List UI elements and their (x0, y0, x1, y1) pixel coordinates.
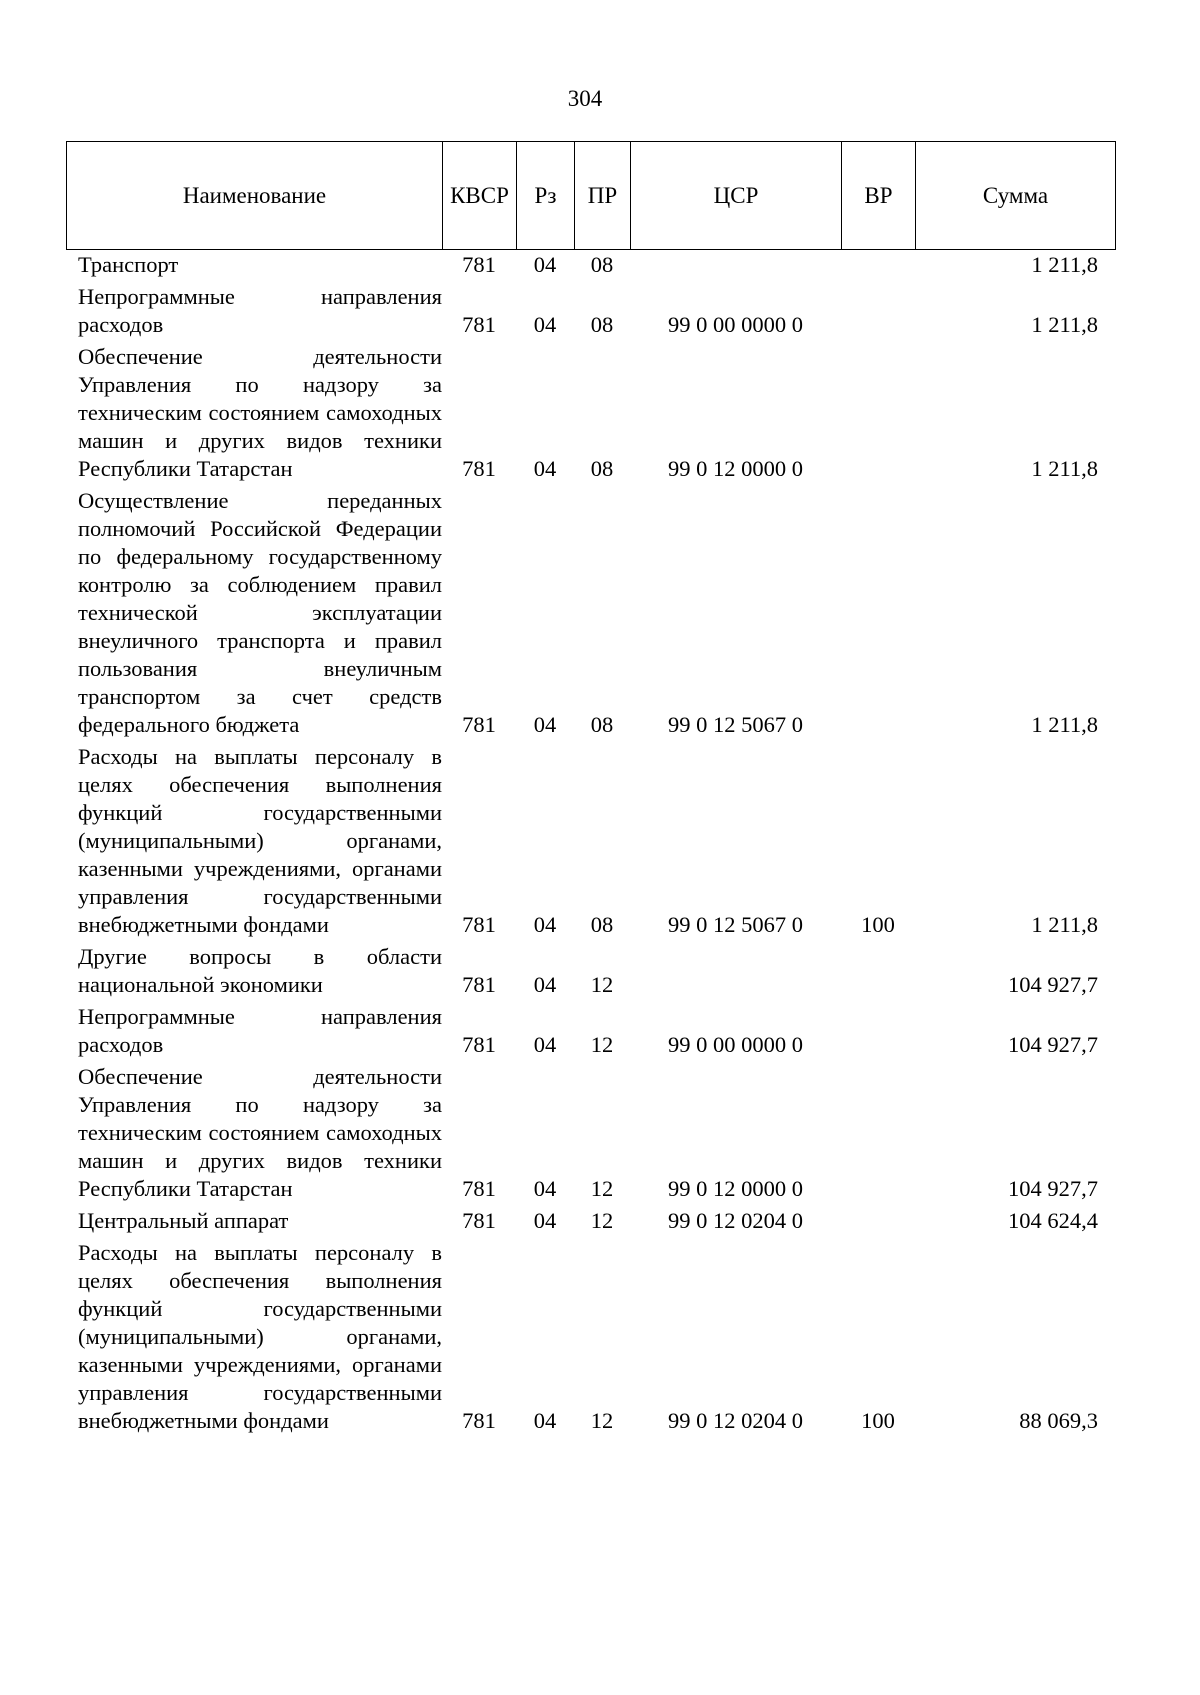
header-pr: ПР (575, 142, 631, 250)
row-csr: 99 0 12 0000 0 (668, 1176, 803, 1201)
row-csr: 99 0 12 0204 0 (668, 1208, 803, 1233)
row-pr: 12 (590, 972, 614, 997)
header-rz: Рз (517, 142, 575, 250)
header-sum: Сумма (916, 142, 1116, 250)
row-kvsr: 781 (462, 1408, 496, 1433)
row-csr: 99 0 12 5067 0 (668, 712, 803, 737)
row-name: Осуществление переданных полномочий Российской Федерации по федеральному государственному контролю за соблюдением правил технической эксплуатации внеуличного транспорта и правил пользования внеуличным транспортом за счет средств федерального бюджета (78, 488, 442, 737)
row-vr: 100 (861, 912, 895, 937)
row-csr: 99 0 00 0000 0 (668, 312, 803, 337)
row-name: Непрограммные направления расходов (78, 1004, 442, 1057)
row-name: Центральный аппарат (78, 1208, 289, 1233)
row-kvsr: 781 (462, 1176, 496, 1201)
row-name: Транспорт (78, 252, 179, 277)
row-rz: 04 (533, 972, 557, 997)
row-sum: 1 211,8 (1031, 252, 1098, 277)
row-kvsr: 781 (462, 1208, 496, 1233)
row-vr: 100 (861, 1408, 895, 1433)
row-pr: 08 (590, 456, 614, 481)
table-row (66, 487, 1115, 739)
row-kvsr: 781 (462, 456, 496, 481)
row-sum: 104 927,7 (1008, 1176, 1098, 1201)
table-row (66, 1003, 1115, 1059)
row-sum: 104 927,7 (1008, 1032, 1098, 1057)
row-name: Обеспечение деятельности Управления по надзору за техническим состоянием самоходных машин и других видов техники Республики Татарстан (78, 1064, 442, 1201)
header-csr: ЦСР (631, 142, 842, 250)
row-csr: 99 0 12 0204 0 (668, 1408, 803, 1433)
row-rz: 04 (533, 1176, 557, 1201)
row-pr: 12 (590, 1032, 614, 1057)
table-row (66, 943, 1115, 999)
row-pr: 08 (590, 252, 614, 277)
row-kvsr: 781 (462, 1032, 496, 1057)
table-row (66, 283, 1115, 339)
table-row (66, 1063, 1115, 1203)
header-kvsr: КВСР (443, 142, 517, 250)
row-name: Расходы на выплаты персоналу в целях обеспечения выполнения функций государственными (муниципальными) органами, казенными учреждениями, органами управления государственными внебюджетными фондами (78, 1240, 442, 1433)
row-name: Расходы на выплаты персоналу в целях обеспечения выполнения функций государственными (муниципальными) органами, казенными учреждениями, органами управления государственными внебюджетными фондами (78, 744, 442, 937)
row-csr: 99 0 12 0000 0 (668, 456, 803, 481)
row-name: Непрограммные направления расходов (78, 284, 442, 337)
row-rz: 04 (533, 456, 557, 481)
row-pr: 12 (590, 1208, 614, 1233)
row-csr: 99 0 00 0000 0 (668, 1032, 803, 1057)
row-pr: 12 (590, 1176, 614, 1201)
header-vr: ВР (842, 142, 916, 250)
row-rz: 04 (533, 1408, 557, 1433)
table-row (66, 343, 1115, 483)
header-name: Наименование (67, 142, 443, 250)
row-rz: 04 (533, 312, 557, 337)
row-rz: 04 (533, 1208, 557, 1233)
table-row (66, 743, 1115, 939)
row-rz: 04 (533, 912, 557, 937)
row-sum: 104 927,7 (1008, 972, 1098, 997)
row-kvsr: 781 (462, 312, 496, 337)
row-csr: 99 0 12 5067 0 (668, 912, 803, 937)
row-kvsr: 781 (462, 912, 496, 937)
row-rz: 04 (533, 1032, 557, 1057)
table-body (66, 251, 1115, 1439)
row-rz: 04 (533, 252, 557, 277)
table-row (66, 1239, 1115, 1435)
row-kvsr: 781 (462, 252, 496, 277)
page-number: 304 (567, 86, 603, 111)
row-kvsr: 781 (462, 712, 496, 737)
table-header (66, 141, 1116, 250)
row-sum: 1 211,8 (1031, 712, 1098, 737)
row-pr: 08 (590, 912, 614, 937)
row-rz: 04 (533, 712, 557, 737)
table-row (66, 1207, 1115, 1235)
row-name: Другие вопросы в области национальной экономики (78, 944, 442, 997)
row-name: Обеспечение деятельности Управления по надзору за техническим состоянием самоходных машин и других видов техники Республики Татарстан (78, 344, 442, 481)
row-pr: 08 (590, 312, 614, 337)
row-kvsr: 781 (462, 972, 496, 997)
row-pr: 08 (590, 712, 614, 737)
row-sum: 88 069,3 (1019, 1408, 1098, 1433)
table-row (66, 251, 1115, 279)
row-sum: 1 211,8 (1031, 456, 1098, 481)
row-sum: 1 211,8 (1031, 312, 1098, 337)
row-sum: 104 624,4 (1008, 1208, 1098, 1233)
row-sum: 1 211,8 (1031, 912, 1098, 937)
row-pr: 12 (590, 1408, 614, 1433)
